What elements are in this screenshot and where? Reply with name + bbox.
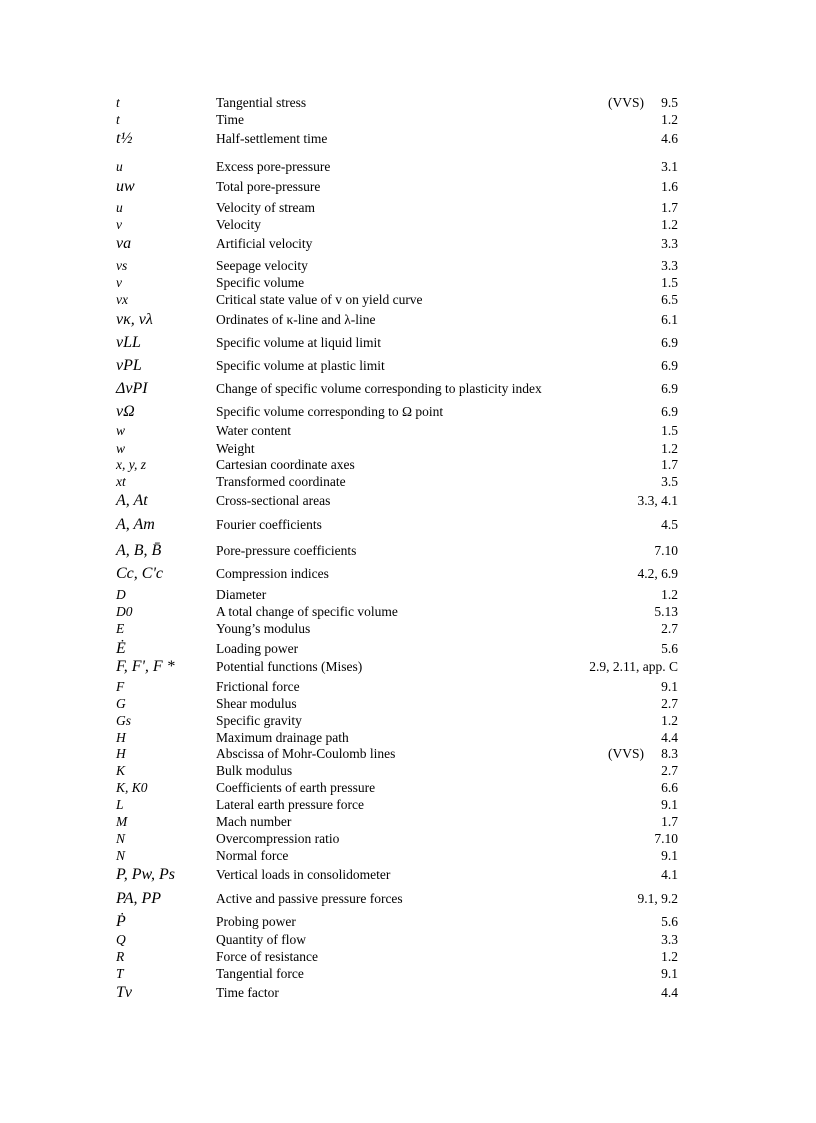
symbol: x, y, z xyxy=(116,457,146,472)
symbol: D xyxy=(116,587,126,602)
symbol: A, B, B̄ xyxy=(116,542,162,559)
section-ref: 1.2 xyxy=(661,949,678,964)
description: A total change of specific volume xyxy=(216,604,398,619)
description: Time xyxy=(216,112,245,127)
section-ref: 2.9, 2.11, app. C xyxy=(589,659,678,674)
section-ref: 6.9 xyxy=(661,404,678,419)
symbol: vLL xyxy=(116,334,141,351)
symbol: u xyxy=(116,200,123,215)
section-ref: 1.2 xyxy=(661,217,678,232)
description: Young’s modulus xyxy=(216,621,311,636)
description: Velocity of stream xyxy=(216,200,315,215)
description: Ordinates of κ-line and λ-line xyxy=(216,312,376,327)
symbol: w xyxy=(116,441,126,456)
section-ref: 2.7 xyxy=(661,621,678,636)
symbol: vPL xyxy=(116,357,142,374)
section-ref: 5.6 xyxy=(661,914,678,929)
section-ref: 7.10 xyxy=(654,543,678,558)
description: Frictional force xyxy=(216,679,300,694)
symbol: t xyxy=(116,95,120,110)
symbol: R xyxy=(116,949,125,964)
description: Specific volume corresponding to Ω point xyxy=(216,404,444,419)
symbol: F, F', F * xyxy=(116,658,175,675)
section-ref: 6.1 xyxy=(661,312,678,327)
section-ref: 6.5 xyxy=(661,292,678,307)
note: (VVS) xyxy=(608,95,644,110)
symbol: t xyxy=(116,112,120,127)
description: Tangential force xyxy=(216,966,304,981)
description: Velocity xyxy=(216,217,261,232)
section-ref: 9.1 xyxy=(661,679,678,694)
description: Pore-pressure coefficients xyxy=(216,543,357,558)
section-ref: 1.5 xyxy=(661,275,678,290)
section-ref: 4.1 xyxy=(661,867,678,882)
section-ref: 7.10 xyxy=(654,831,678,846)
section-ref: 1.7 xyxy=(661,457,678,472)
description: Excess pore-pressure xyxy=(216,159,331,174)
description: Coefficients of earth pressure xyxy=(216,780,376,795)
section-ref: 9.1 xyxy=(661,848,678,863)
description: Normal force xyxy=(216,848,289,863)
description: Time factor xyxy=(216,985,279,1000)
section-ref: 3.3 xyxy=(661,236,678,251)
section-ref: 6.9 xyxy=(661,358,678,373)
symbol: v xyxy=(116,275,122,290)
description: Water content xyxy=(216,423,292,438)
section-ref: 8.3 xyxy=(661,746,678,761)
section-ref: 5.13 xyxy=(654,604,678,619)
description: Fourier coefficients xyxy=(216,517,322,532)
description: Overcompression ratio xyxy=(216,831,340,846)
section-ref: 3.3, 4.1 xyxy=(637,493,678,508)
symbol: vκ, vλ xyxy=(116,311,153,328)
symbol: Tv xyxy=(116,984,132,1001)
description: Cross-sectional areas xyxy=(216,493,331,508)
section-ref: 2.7 xyxy=(661,763,678,778)
symbol: w xyxy=(116,423,126,438)
description: Tangential stress xyxy=(216,95,307,110)
description: Specific gravity xyxy=(216,713,302,728)
symbol: N xyxy=(116,848,126,863)
symbol: ΔvPI xyxy=(116,380,148,397)
section-ref: 1.7 xyxy=(661,200,678,215)
symbol: Cc, C'c xyxy=(116,565,163,582)
symbol: v xyxy=(116,217,122,232)
section-ref: 1.5 xyxy=(661,423,678,438)
section-ref: 3.3 xyxy=(661,258,678,273)
description: Maximum drainage path xyxy=(216,730,349,745)
description: Quantity of flow xyxy=(216,932,306,947)
section-ref: 9.5 xyxy=(661,95,678,110)
section-ref: 4.6 xyxy=(661,131,678,146)
section-ref: 4.4 xyxy=(661,730,678,745)
description: Potential functions (Mises) xyxy=(216,659,363,674)
note: (VVS) xyxy=(608,746,644,761)
symbol: D0 xyxy=(116,604,133,619)
section-ref: 1.2 xyxy=(661,441,678,456)
section-ref: 1.6 xyxy=(661,179,678,194)
symbol: PA, PP xyxy=(116,890,162,907)
symbol: H xyxy=(116,746,126,761)
symbol: H xyxy=(116,730,126,745)
symbol: K xyxy=(116,763,126,778)
description: Abscissa of Mohr-Coulomb lines xyxy=(216,746,396,761)
symbol: Q xyxy=(116,932,126,947)
symbol: vx xyxy=(116,292,128,307)
section-ref: 9.1, 9.2 xyxy=(637,891,678,906)
section-ref: 9.1 xyxy=(661,797,678,812)
section-ref: 2.7 xyxy=(661,696,678,711)
section-ref: 1.2 xyxy=(661,587,678,602)
description: Weight xyxy=(216,441,255,456)
symbol: Ṗ xyxy=(116,913,126,930)
section-ref: 1.2 xyxy=(661,112,678,127)
description: Total pore-pressure xyxy=(216,179,321,194)
section-ref: 6.6 xyxy=(661,780,678,795)
symbol: vΩ xyxy=(116,403,135,420)
description: Active and passive pressure forces xyxy=(216,891,403,906)
description: Specific volume xyxy=(216,275,305,290)
symbol: uw xyxy=(116,178,135,195)
description: Bulk modulus xyxy=(216,763,293,778)
description: Loading power xyxy=(216,641,299,656)
section-ref: 1.7 xyxy=(661,814,678,829)
symbol: xt xyxy=(116,474,126,489)
description: Artificial velocity xyxy=(216,236,313,251)
symbol: va xyxy=(116,235,132,252)
description: Change of specific volume corresponding to plasticity index xyxy=(216,381,542,396)
section-ref: 9.1 xyxy=(661,966,678,981)
section-ref: 4.2, 6.9 xyxy=(637,566,678,581)
symbol: Gs xyxy=(116,713,132,728)
description: Critical state value of v on yield curve xyxy=(216,292,423,307)
description: Probing power xyxy=(216,914,296,929)
description: Force of resistance xyxy=(216,949,318,964)
section-ref: 4.4 xyxy=(661,985,678,1000)
symbol: Ė xyxy=(116,640,126,657)
symbol: t½ xyxy=(116,130,133,147)
symbol: L xyxy=(116,797,124,812)
description: Diameter xyxy=(216,587,267,602)
symbol: N xyxy=(116,831,126,846)
symbol: E xyxy=(116,621,125,636)
symbol: A, Am xyxy=(116,516,155,533)
description: Shear modulus xyxy=(216,696,297,711)
description: Compression indices xyxy=(216,566,329,581)
section-ref: 1.2 xyxy=(661,713,678,728)
description: Lateral earth pressure force xyxy=(216,797,365,812)
section-ref: 3.3 xyxy=(661,932,678,947)
symbol: P, Pw, Ps xyxy=(116,866,175,883)
description: Cartesian coordinate axes xyxy=(216,457,355,472)
symbol: K, K0 xyxy=(116,780,148,795)
description: Seepage velocity xyxy=(216,258,308,273)
section-ref: 6.9 xyxy=(661,381,678,396)
description: Transformed coordinate xyxy=(216,474,346,489)
section-ref: 3.1 xyxy=(661,159,678,174)
section-ref: 6.9 xyxy=(661,335,678,350)
symbol: M xyxy=(116,814,128,829)
description: Vertical loads in consolidometer xyxy=(216,867,391,882)
symbol: F xyxy=(116,679,125,694)
symbol: T xyxy=(116,966,124,981)
symbol: A, At xyxy=(116,492,148,509)
description: Half-settlement time xyxy=(216,131,328,146)
description: Mach number xyxy=(216,814,292,829)
description: Specific volume at plastic limit xyxy=(216,358,385,373)
section-ref: 3.5 xyxy=(661,474,678,489)
section-ref: 5.6 xyxy=(661,641,678,656)
description: Specific volume at liquid limit xyxy=(216,335,381,350)
symbol: G xyxy=(116,696,126,711)
symbol: u xyxy=(116,159,123,174)
symbol: vs xyxy=(116,258,128,273)
section-ref: 4.5 xyxy=(661,517,678,532)
